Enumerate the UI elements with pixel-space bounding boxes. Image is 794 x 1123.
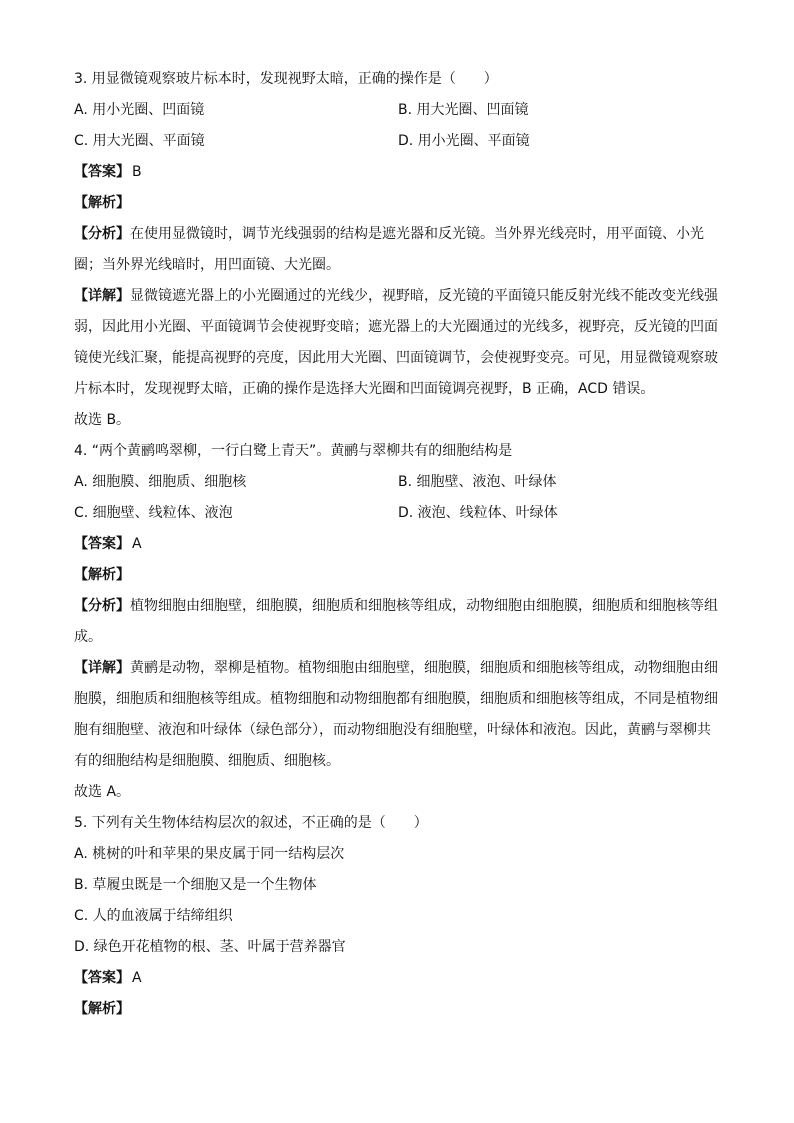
- option-a: A. 桃树的叶和苹果的果皮属于同一结构层次: [74, 846, 345, 862]
- option-a: A. 用小光圈、凹面镜: [74, 102, 205, 118]
- analysis-title: 【解析】: [74, 195, 130, 211]
- question-stem: 4. “两个黄鹂鸣翠柳，一行白鹭上青天”。黄鹂与翠柳共有的细胞结构是: [74, 443, 513, 459]
- question-3: [74, 64, 722, 436]
- fenxi-paragraph: [74, 591, 722, 653]
- answer-line: [74, 963, 722, 994]
- option-d: D. 液泡、线粒体、叶绿体: [398, 505, 558, 521]
- question-stem: 3. 用显微镜观察玻片标本时，发现视野太暗，正确的操作是（ ）: [74, 71, 498, 87]
- xiangjie-tag: 【详解】: [74, 288, 130, 304]
- answer-value: A: [132, 970, 142, 986]
- conclusion: 故选 B。: [74, 412, 131, 428]
- question-5: [74, 808, 722, 1025]
- option-a: A. 细胞膜、细胞质、细胞核: [74, 474, 247, 490]
- xiangjie-text: 黄鹂是动物，翠柳是植物。植物细胞由细胞壁，细胞膜，细胞质和细胞核等组成，动物细胞由细胞膜，细胞质和细胞核等组成。植物细胞和动物细胞都有细胞膜，细胞质和细胞核等组成，不同是植物细胞有细胞壁、液泡和叶绿体（绿色部分），而动物细胞没有细胞壁，叶绿体和液泡。因此，黄鹂与翠柳共有的细胞结构是细胞膜、细胞质、细胞核。: [74, 660, 718, 769]
- option-c: C. 人的血液属于结缔组织: [74, 908, 233, 924]
- option-d: D. 绿色开花植物的根、茎、叶属于营养器官: [74, 939, 346, 955]
- xiangjie-paragraph: [74, 281, 722, 405]
- fenxi-tag: 【分析】: [74, 598, 130, 614]
- xiangjie-paragraph: [74, 653, 722, 777]
- answer-value: A: [132, 536, 142, 552]
- option-row: [74, 95, 722, 126]
- option-row: [74, 467, 722, 498]
- fenxi-text: 植物细胞由细胞壁，细胞膜，细胞质和细胞核等组成，动物细胞由细胞膜，细胞质和细胞核等组成。: [74, 598, 718, 645]
- option-c: C. 细胞壁、线粒体、液泡: [74, 505, 233, 521]
- fenxi-text: 在使用显微镜时，调节光线强弱的结构是遮光器和反光镜。当外界光线亮时，用平面镜、小光圈；当外界光线暗时，用凹面镜、大光圈。: [74, 226, 704, 273]
- option-d: D. 用小光圈、平面镜: [398, 133, 530, 149]
- answer-value: B: [132, 164, 142, 180]
- fenxi-tag: 【分析】: [74, 226, 130, 242]
- answer-tag: 【答案】: [74, 970, 130, 986]
- xiangjie-tag: 【详解】: [74, 660, 130, 676]
- answer-line: [74, 157, 722, 188]
- answer-line: [74, 529, 722, 560]
- answer-tag: 【答案】: [74, 536, 130, 552]
- option-row: [74, 126, 722, 157]
- question-stem: 5. 下列有关生物体结构层次的叙述，不正确的是（ ）: [74, 815, 428, 831]
- option-b: B. 草履虫既是一个细胞又是一个生物体: [74, 877, 317, 893]
- option-c: C. 用大光圈、平面镜: [74, 133, 205, 149]
- option-b: B. 用大光圈、凹面镜: [398, 102, 529, 118]
- analysis-title: 【解析】: [74, 567, 130, 583]
- option-b: B. 细胞壁、液泡、叶绿体: [398, 474, 557, 490]
- answer-tag: 【答案】: [74, 164, 130, 180]
- option-row: [74, 498, 722, 529]
- question-4: [74, 436, 722, 808]
- document-content: [74, 64, 722, 1025]
- analysis-title: 【解析】: [74, 1001, 130, 1017]
- conclusion: 故选 A。: [74, 784, 131, 800]
- xiangjie-text: 显微镜遮光器上的小光圈通过的光线少，视野暗，反光镜的平面镜只能反射光线不能改变光线强弱，因此用小光圈、平面镜调节会使视野变暗；遮光器上的大光圈通过的光线多，视野亮，反光镜的凹面镜使光线汇聚，能提高视野的亮度，因此用大光圈、凹面镜调节，会使视野变亮。可见，用显微镜观察玻片标本时，发现视野太暗，正确的操作是选择大光圈和凹面镜调亮视野，B 正确，ACD 错误。: [74, 288, 718, 397]
- fenxi-paragraph: [74, 219, 722, 281]
